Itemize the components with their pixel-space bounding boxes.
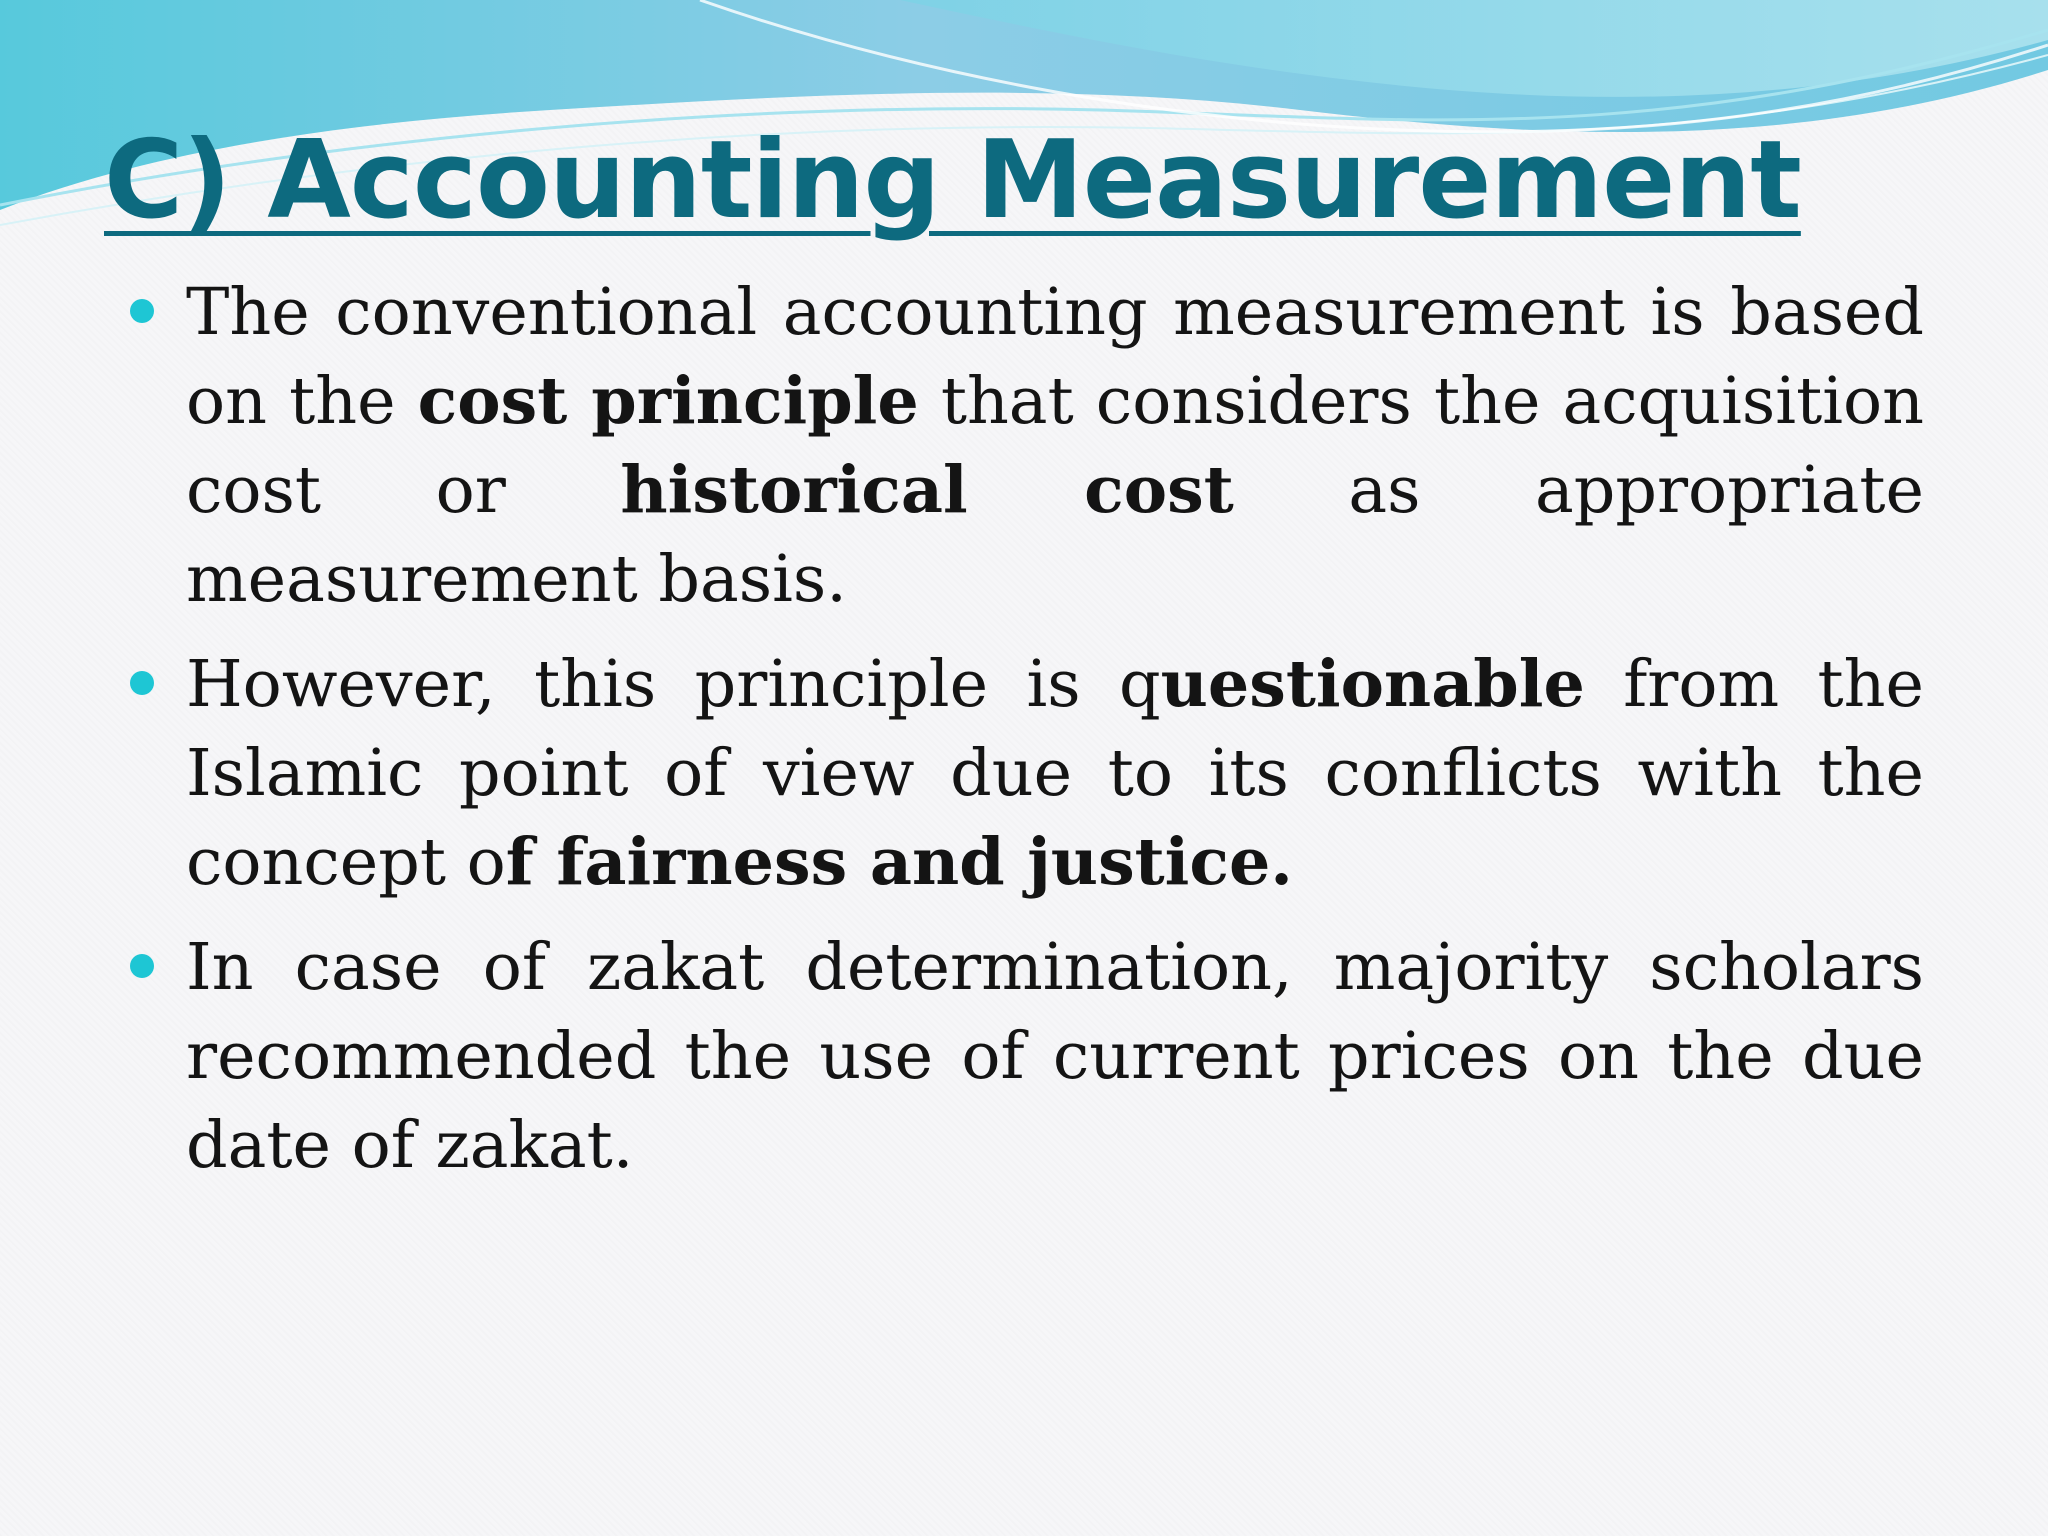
bullet-dot-icon [130,954,154,978]
bullet-text: as appropriate measurement basis. [186,453,1925,617]
bullet-item-2 [186,640,1924,907]
bullet-dot-icon [130,671,154,695]
bullet-list [186,268,1924,1206]
bullet-bold-text: historical cost [620,452,1234,528]
bullet-text: The conventional accounting measurement is based on the [186,275,1924,439]
bullet-bold-text: f fairness and justice. [505,824,1293,900]
bullet-text: In case of zakat determination, majority scholars recommended the use of current prices on the due date of zakat. [186,930,1924,1183]
slide-title: C) Accounting Measurement [104,118,1801,243]
bullet-text: However, this principle is q [186,647,1161,722]
bullet-text: that considers the acquisition cost or [186,364,1924,528]
bullet-item-1 [186,268,1924,624]
bullet-dot-icon [130,299,154,323]
bullet-item-3 [186,923,1924,1190]
bullet-bold-text: uestionable [1160,646,1585,722]
bullet-bold-text: cost principle [417,363,919,439]
bullet-text: from the Islamic point of view due to its conflicts with the concept o [186,647,1924,900]
